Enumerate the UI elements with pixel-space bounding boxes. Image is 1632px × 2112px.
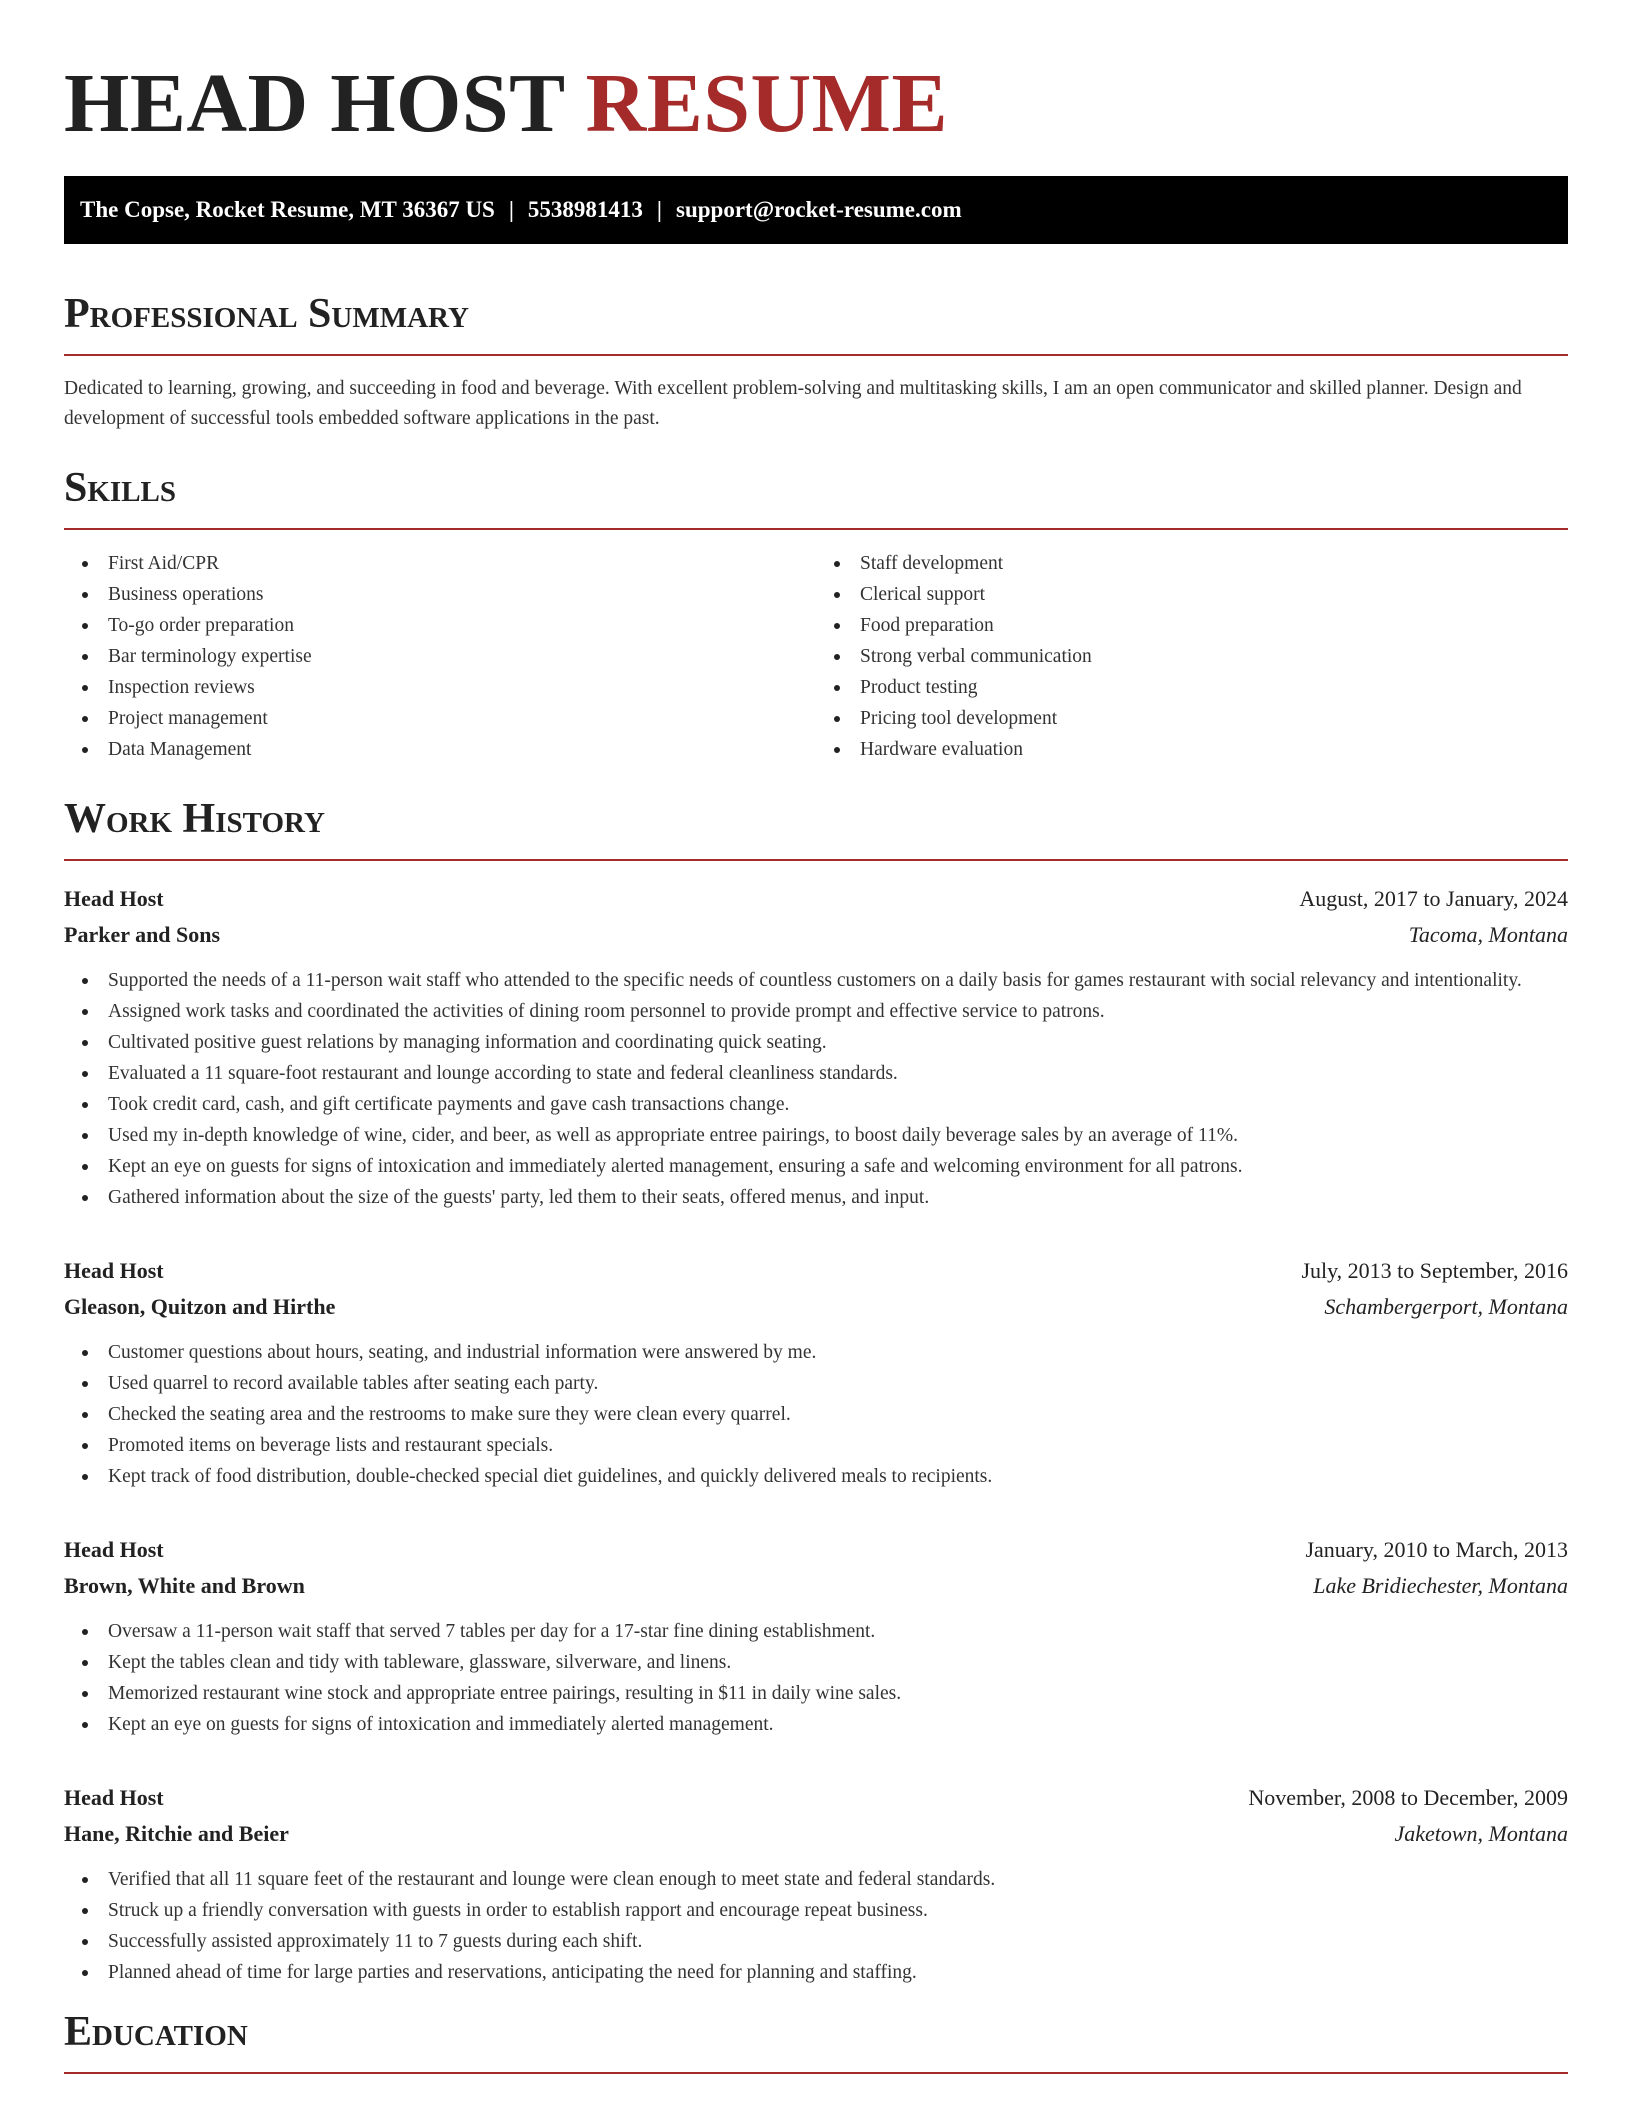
job-bullet: Cultivated positive guest relations by managing information and coordinating quick seating. (64, 1027, 1568, 1058)
section-heading: Skills (64, 465, 177, 511)
skill-item: Product testing (816, 672, 1568, 703)
job-location: Lake Bridiechester, Montana (1313, 1573, 1568, 1598)
job-company: Brown, White and Brown (64, 1573, 305, 1598)
job-bullets (64, 965, 1568, 1213)
job-dates: July, 2013 to September, 2016 (1301, 1258, 1568, 1283)
job-bullet: Planned ahead of time for large parties and reservations, anticipating the need for planning and staffing. (64, 1957, 1568, 1988)
skills-list-left (64, 548, 816, 765)
job-bullet: Customer questions about hours, seating, and industrial information were answered by me. (64, 1337, 1568, 1368)
job-bullet: Used my in-depth knowledge of wine, cider, and beer, as well as appropriate entree pairings, to boost daily beverage sales by an average of 11%. (64, 1120, 1568, 1151)
job-bullet: Gathered information about the size of the guests' party, led them to their seats, offered menus, and input. (64, 1182, 1568, 1213)
job-subheader-row (64, 1816, 1568, 1852)
job-bullet: Promoted items on beverage lists and restaurant specials. (64, 1430, 1568, 1461)
job-bullet: Took credit card, cash, and gift certificate payments and gave cash transactions change. (64, 1089, 1568, 1120)
section-divider (64, 354, 1568, 356)
job-entry (64, 1253, 1568, 1492)
skill-item: Staff development (816, 548, 1568, 579)
skill-item: Inspection reviews (64, 672, 816, 703)
professional-summary-section (64, 288, 1568, 434)
skills-list-right (816, 548, 1568, 765)
section-heading: Education (64, 2009, 248, 2055)
job-dates: January, 2010 to March, 2013 (1305, 1537, 1568, 1562)
job-bullet: Checked the seating area and the restrooms to make sure they were clean every quarrel. (64, 1399, 1568, 1430)
section-divider (64, 528, 1568, 530)
job-bullet: Kept track of food distribution, double-checked special diet guidelines, and quickly delivered meals to recipients. (64, 1461, 1568, 1492)
skill-item: Bar terminology expertise (64, 641, 816, 672)
job-bullet: Kept the tables clean and tidy with tableware, glassware, silverware, and linens. (64, 1647, 1568, 1678)
job-bullets (64, 1337, 1568, 1492)
skill-item: Data Management (64, 734, 816, 765)
job-subheader-row (64, 917, 1568, 953)
skills-section (64, 462, 1568, 765)
job-bullet: Oversaw a 11-person wait staff that served 7 tables per day for a 17-star fine dining establishment. (64, 1616, 1568, 1647)
job-title: Head Host (64, 886, 164, 911)
job-entry (64, 881, 1568, 1213)
job-header-row (64, 1532, 1568, 1568)
section-heading: Work History (64, 796, 325, 842)
job-header-row (64, 1780, 1568, 1816)
section-divider (64, 859, 1568, 861)
job-dates: August, 2017 to January, 2024 (1299, 886, 1568, 911)
job-title: Head Host (64, 1537, 164, 1562)
education-section (64, 2006, 1568, 2074)
contact-separator: | (656, 197, 662, 222)
skill-item: Business operations (64, 579, 816, 610)
section-divider (64, 2072, 1568, 2074)
job-bullets (64, 1864, 1568, 1988)
job-bullet: Verified that all 11 square feet of the restaurant and lounge were clean enough to meet state and federal standards. (64, 1864, 1568, 1895)
skill-item: Hardware evaluation (816, 734, 1568, 765)
job-dates: November, 2008 to December, 2009 (1248, 1785, 1568, 1810)
skill-item: Clerical support (816, 579, 1568, 610)
job-title: Head Host (64, 1785, 164, 1810)
skill-item: Strong verbal communication (816, 641, 1568, 672)
job-bullet: Evaluated a 11 square-foot restaurant and lounge according to state and federal cleanliness standards. (64, 1058, 1568, 1089)
job-bullet: Memorized restaurant wine stock and appropriate entree pairings, resulting in $11 in daily wine sales. (64, 1678, 1568, 1709)
skill-item: Food preparation (816, 610, 1568, 641)
title-role: HEAD HOST (64, 57, 565, 150)
job-bullet: Kept an eye on guests for signs of intoxication and immediately alerted management. (64, 1709, 1568, 1740)
job-entry (64, 1532, 1568, 1740)
job-location: Schambergerport, Montana (1324, 1294, 1568, 1319)
summary-text: Dedicated to learning, growing, and succeeding in food and beverage. With excellent problem-solving and multitasking skills, I am an open communicator and skilled planner. Design and development of successful tools embedded software applications in the past. (64, 378, 1522, 429)
job-bullet: Used quarrel to record available tables after seating each party. (64, 1368, 1568, 1399)
skill-item: To-go order preparation (64, 610, 816, 641)
job-header-row (64, 1253, 1568, 1289)
job-company: Parker and Sons (64, 922, 221, 947)
section-heading: Professional Summary (64, 291, 469, 337)
job-subheader-row (64, 1568, 1568, 1604)
job-subheader-row (64, 1289, 1568, 1325)
job-bullet: Assigned work tasks and coordinated the activities of dining room personnel to provide prompt and effective service to patrons. (64, 996, 1568, 1027)
job-company: Gleason, Quitzon and Hirthe (64, 1294, 336, 1319)
job-location: Tacoma, Montana (1408, 922, 1568, 947)
skill-item: Project management (64, 703, 816, 734)
resume-title (64, 0, 1568, 154)
contact-phone: 5538981413 (527, 197, 643, 222)
job-entry (64, 1780, 1568, 1988)
skill-item: First Aid/CPR (64, 548, 816, 579)
work-history-section (64, 793, 1568, 1988)
job-title: Head Host (64, 1258, 164, 1283)
job-location: Jaketown, Montana (1394, 1821, 1568, 1846)
contact-separator: | (508, 197, 514, 222)
job-bullet: Supported the needs of a 11-person wait staff who attended to the specific needs of countless customers on a daily basis for games restaurant with social relevancy and intentionality. (64, 965, 1568, 996)
job-bullets (64, 1616, 1568, 1740)
contact-email: support@rocket-resume.com (676, 197, 962, 222)
job-header-row (64, 881, 1568, 917)
title-resume-word: RESUME (585, 57, 948, 150)
job-bullet: Kept an eye on guests for signs of intoxication and immediately alerted management, ensuring a safe and welcoming environment for all patrons. (64, 1151, 1568, 1182)
skills-columns (64, 548, 1568, 765)
contact-bar (64, 176, 1568, 244)
job-bullet: Successfully assisted approximately 11 to 7 guests during each shift. (64, 1926, 1568, 1957)
job-company: Hane, Ritchie and Beier (64, 1821, 289, 1846)
contact-address: The Copse, Rocket Resume, MT 36367 US (80, 197, 495, 222)
job-bullet: Struck up a friendly conversation with guests in order to establish rapport and encourage repeat business. (64, 1895, 1568, 1926)
skill-item: Pricing tool development (816, 703, 1568, 734)
